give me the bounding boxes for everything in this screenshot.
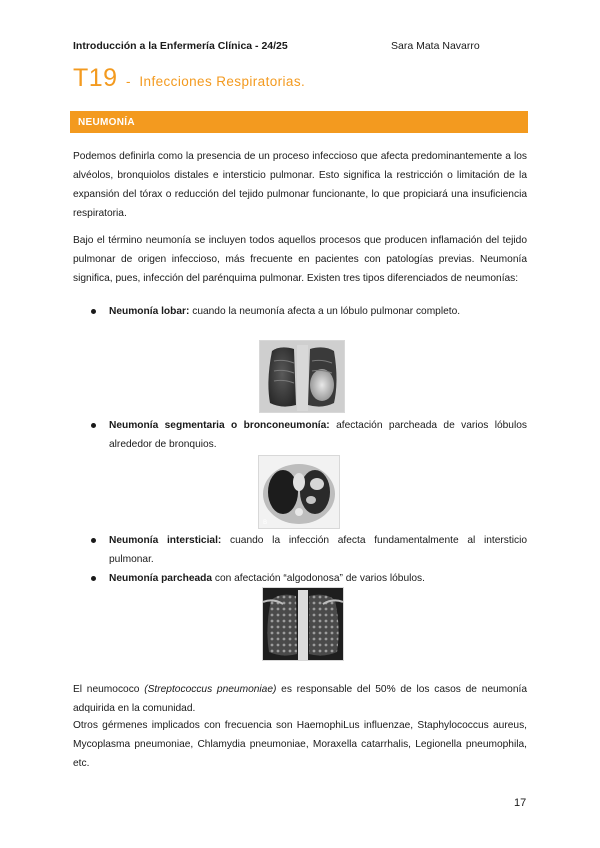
type-name: Neumonía intersticial: [109,535,222,546]
type-name: Neumonía parcheada [109,573,213,584]
bullet-icon [91,538,96,543]
type-description: cuando la infección afecta fundamentalmente al intersticio pulmonar. [109,535,528,565]
bullet-icon [91,576,96,581]
definition-paragraph: Podemos definirla como la presencia de un proceso infeccioso que afecta predominantemente a los alvéolos, bronquiolos distales e intersticio pulmonar. Esto significa la restricción o limitación de la expansión del tórax o reducción del tejido pulmonar funcionante, lo que propiciará una insuficiencia respiratoria. [73,151,527,219]
other-germs-paragraph: Otros gérmenes implicados con frecuencia son HaemophiLus influenzae, Staphylococcus aureus, Mycoplasma pneumoniae, Chlamydia pneumoniae, Moraxella catarrhalis, Legionella pneumophila, etc. [73,720,527,769]
topic-separator: - [126,74,131,89]
topic-number: T19 [73,64,118,92]
list-item [91,302,527,321]
lobar-pneumonia-xray-image [259,340,345,413]
type-description: afectación parcheada de varios lóbulos alrededor de bronquios. [109,420,528,450]
types-intro-paragraph: Bajo el término neumonía se incluyen todos aquellos procesos que producen inflamación del tejido pulmonar de origen infeccioso, más frecuente en pacientes con patologías previas. Neumonía significa, pues, infección del parénquima pulmonar. Existen tres tipos diferenciados de neumonías: [73,235,527,284]
pneumococcus-text-end: es responsable del 50% de los casos de neumonía adquirida en la comunidad. [73,684,528,714]
type-description: con afectación “algodonosa” de varios lóbulos. [212,573,425,584]
author-name: Sara Mata Navarro [391,40,480,52]
type-name: Neumonía segmentaria o bronconeumonía: [109,420,330,431]
section-heading: NEUMONÍA [70,111,528,133]
pneumococcus-species: (Streptococcus pneumoniae) [144,684,277,695]
course-title: Introducción a la Enfermería Clínica - 24/25 [73,40,288,52]
list-item [91,531,527,569]
type-description: cuando la neumonía afecta a un lóbulo pulmonar completo. [189,306,461,317]
pneumococcus-text-start: El neumococo [73,684,145,695]
pneumococcus-paragraph [73,680,527,718]
bullet-icon [91,309,96,314]
patchy-pneumonia-xray-image [262,587,344,661]
page-number: 17 [514,797,527,809]
ct-panel-label: B [263,519,268,526]
bronchopneumonia-ct-image [258,455,340,529]
bullet-icon [91,423,96,428]
type-name: Neumonía lobar: [109,306,190,317]
topic-title [73,64,305,93]
list-item [91,416,527,454]
list-item [91,569,527,588]
topic-subtitle: Infecciones Respiratorias. [139,74,306,89]
page-header [73,40,527,54]
